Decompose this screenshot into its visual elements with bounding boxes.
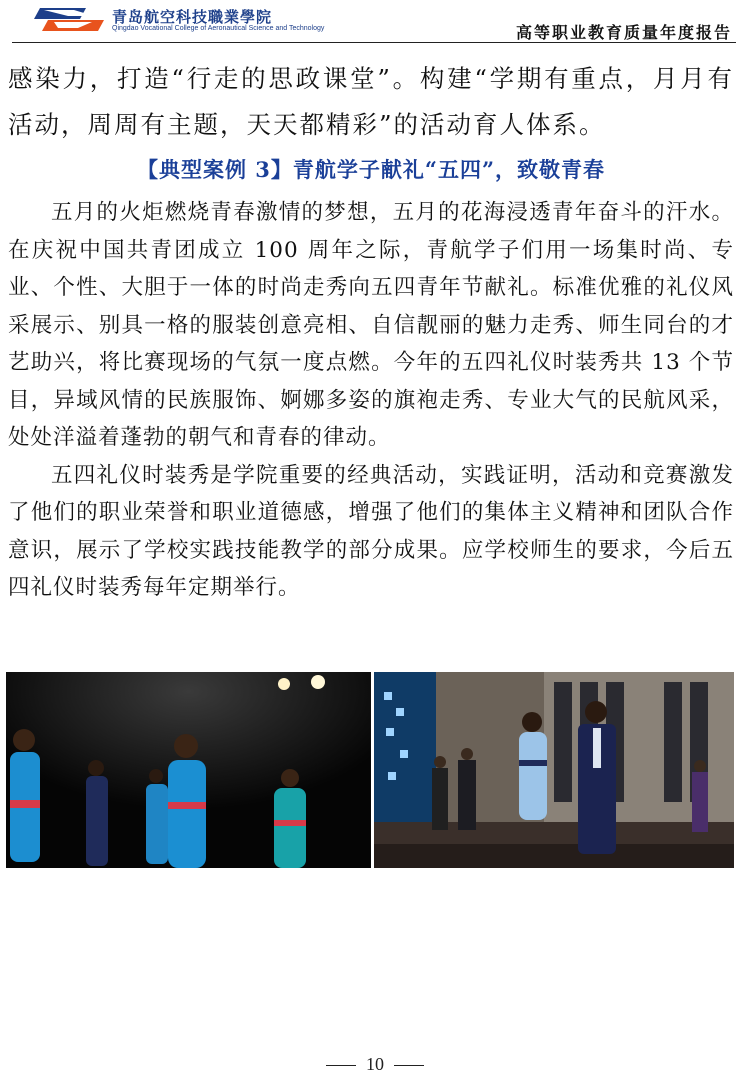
case-paragraph-1: 五月的火炬燃烧青春激情的梦想，五月的花海浸透青年奋斗的汗水。在庆祝中国共青团成立 100 周年之际，青航学子们用一场集时尚、专业、个性、大胆于一体的时尚走秀向五四青年节献礼。标准优雅的礼仪风采展示、别具一格的服装创意亮相、自信靓丽的魅力走秀、师生同台的才艺助兴，将比赛现场的气氛一度点燃。今年的五四礼仪时装秀共 13 个节目，异域风情的民族服饰、婀娜多姿的旗袍走秀、专业大气的民航风采，处处洋溢着蓬勃的朝气和青春的律动。: [8, 200, 734, 450]
intro-paragraph: 感染力，打造“行走的思政课堂”。构建“学期有重点，月月有活动，周周有主题，天天都精彩”的活动育人体系。: [8, 64, 734, 139]
school-name: 青岛航空科技職業學院: [112, 8, 273, 26]
school-name-english: Qingdao Vocational College of Aeronautical Science and Technology: [112, 25, 325, 32]
footer-dash-left: [326, 1065, 356, 1066]
case-paragraph-2: 五四礼仪时装秀是学院重要的经典活动，实践证明，活动和竞赛激发了他们的职业荣誉和职业道德感，增强了他们的集体主义精神和团队合作意识，展示了学校实践技能教学的部分成果。应学校师生的要求，今后五四礼仪时装秀每年定期举行。: [8, 462, 734, 600]
college-logo: [34, 4, 106, 34]
page-body: [8, 56, 734, 607]
report-title: 高等职业教育质量年度报告: [515, 23, 732, 42]
qipao-performance-photo: [6, 672, 371, 868]
case-title: 【典型案例 3】青航学子献礼“五四”，致敬青春: [136, 157, 606, 182]
photo-row: [6, 672, 732, 868]
header-divider: [12, 42, 736, 43]
footer-dash-right: [394, 1065, 424, 1066]
page-header: [0, 0, 750, 46]
runway-pair-photo: [374, 672, 734, 868]
page-number: 10: [366, 1054, 384, 1074]
page-footer: [0, 1054, 750, 1075]
